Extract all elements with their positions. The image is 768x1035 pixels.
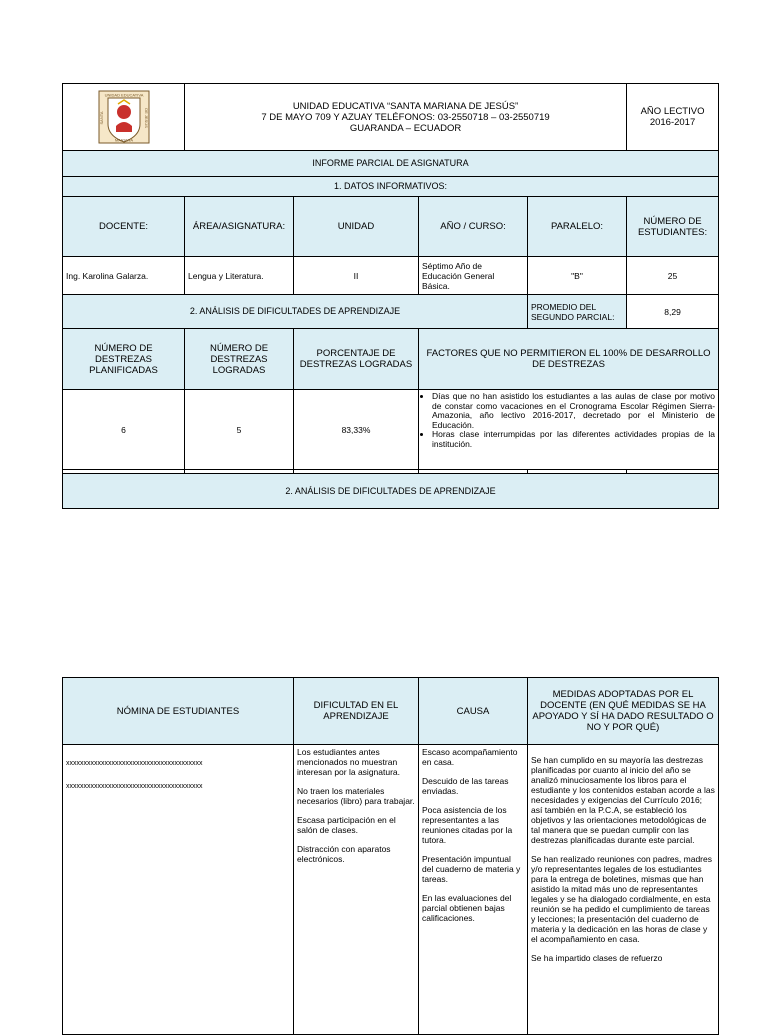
factors-list — [419, 390, 719, 470]
header-dificultad: DIFICULTAD EN EL APRENDIZAJE — [294, 678, 419, 745]
school-name: UNIDAD EDUCATIVA “SANTA MARIANA DE JESÚS” — [292, 100, 519, 112]
logo-text-bottom: MARIANA — [114, 137, 133, 143]
skills-porcentaje: 83,33% — [294, 390, 419, 470]
info-unidad: II — [294, 257, 419, 295]
students-table — [62, 677, 719, 1035]
skills-header-planificadas: NÚMERO DE DESTREZAS PLANIFICADAS — [63, 329, 185, 390]
causes-list — [419, 745, 528, 1035]
info-header-paralelo: PARALELO: — [528, 197, 627, 257]
section2-repeat-title: 2. ANÁLISIS DE DIFICULTADES DE APRENDIZAJE — [63, 474, 719, 509]
school-address: 7 DE MAYO 709 Y AZUAY TELÉFONOS: 03-2550718 – 03-2550719 — [261, 111, 550, 123]
school-logo-cell — [63, 84, 185, 151]
school-city: GUARANDA – ECUADOR — [349, 122, 462, 134]
difficulty-item: Escasa participación en el salón de clases. — [297, 815, 396, 835]
school-logo-icon — [98, 90, 150, 144]
cause-item: Descuido de las tareas enviadas. — [422, 776, 509, 796]
student-name: xxxxxxxxxxxxxxxxxxxxxxxxxxxxxxxxxxxxxxx — [66, 760, 203, 767]
info-estudiantes: 25 — [627, 257, 719, 295]
info-header-estudiantes: NÚMERO DE ESTUDIANTES: — [627, 197, 719, 257]
info-header-area: ÁREA/ASIGNATURA: — [185, 197, 294, 257]
promedio-value: 8,29 — [627, 295, 719, 329]
skills-header-porcentaje: PORCENTAJE DE DESTREZAS LOGRADAS — [294, 329, 419, 390]
skills-planificadas: 6 — [63, 390, 185, 470]
measure-item: Se ha impartido clases de refuerzo — [531, 953, 663, 963]
school-year-label: AÑO LECTIVO — [640, 106, 705, 117]
skills-header-logradas: NÚMERO DE DESTREZAS LOGRADAS — [185, 329, 294, 390]
logo-text-top: UNIDAD EDUCATIVA — [104, 92, 143, 98]
difficulties-list — [294, 745, 419, 1035]
skills-logradas: 5 — [185, 390, 294, 470]
info-curso: Séptimo Año de Educación General Básica. — [419, 257, 528, 295]
skills-header-factores: FACTORES QUE NO PERMITIERON EL 100% DE DESARROLLO DE DESTREZAS — [419, 329, 719, 390]
header-causa: CAUSA — [419, 678, 528, 745]
measure-item: Se han realizado reuniones con padres, madres y/o representantes legales de los estudiantes para la entrega de boletines, mismas que han asistido la mitad más uno de representantes legales y se ha dialogado cordialmente, en esta reunión se ha pedido el cumplimiento de tareas y lecciones; la presentación del cuaderno de materia y la dedicación en las horas de clase y el acompañamiento en casa. — [531, 854, 712, 944]
student-name: xxxxxxxxxxxxxxxxxxxxxxxxxxxxxxxxxxxxxxx — [66, 783, 203, 790]
school-info — [185, 84, 627, 151]
promedio-label: PROMEDIO DEL SEGUNDO PARCIAL: — [528, 295, 627, 329]
info-paralelo: "B" — [528, 257, 627, 295]
cause-item: Escaso acompañamiento en casa. — [422, 747, 518, 767]
measure-item: Se han cumplido en su mayoría las destrezas planificadas por cuanto al inicio del año se analizó minuciosamente los libros para el estudiante y los contenidos estaban acorde a las necesidades y exigencias del Currículo 2016; así también en la P.C.A, se estableció los objetivos y las orientaciones metodológicas de tal manera que se puedan cumplir con las destrezas planificadas durante este parcial. — [531, 755, 715, 845]
difficulty-item: Distracción con aparatos electrónicos. — [297, 844, 391, 864]
info-header-curso: AÑO / CURSO: — [419, 197, 528, 257]
info-docente: Ing. Karolina Galarza. — [63, 257, 185, 295]
difficulty-item: No traen los materiales necesarios (libro) para trabajar. — [297, 786, 415, 806]
info-header-docente: DOCENTE: — [63, 197, 185, 257]
section1-title: 1. DATOS INFORMATIVOS: — [63, 177, 719, 197]
cause-item: Presentación impuntual del cuaderno de materia y tareas. — [422, 854, 521, 884]
logo-text-left: SANTA — [98, 111, 104, 125]
logo-text-right: DE JESÚS — [143, 108, 149, 128]
measures-list — [528, 745, 719, 1035]
report-table — [62, 83, 719, 509]
header-medidas: MEDIDAS ADOPTADAS POR EL DOCENTE (EN QUÉ MEDIDAS SE HA APOYADO Y SÍ HA DADO RESULTADO O NO Y POR QUÉ) — [528, 678, 719, 745]
info-area: Lengua y Literatura. — [185, 257, 294, 295]
school-year — [627, 84, 719, 151]
factor-item: • Horas clase interrumpidas por las diferentes actividades propias de la institución. — [432, 430, 715, 449]
difficulty-item: Los estudiantes antes mencionados no muestran interesan por la asignatura. — [297, 747, 401, 777]
cause-item: Poca asistencia de los representantes a las reuniones citadas por la tutora. — [422, 805, 513, 845]
cause-item: En las evaluaciones del parcial obtienen bajas calificaciones. — [422, 893, 512, 923]
students-list — [63, 745, 294, 1035]
report-title: INFORME PARCIAL DE ASIGNATURA — [63, 151, 719, 177]
school-year-value: 2016-2017 — [649, 117, 696, 128]
header-nomina: NÓMINA DE ESTUDIANTES — [63, 678, 294, 745]
section2-title: 2. ANÁLISIS DE DIFICULTADES DE APRENDIZAJE — [63, 295, 528, 329]
info-header-unidad: UNIDAD — [294, 197, 419, 257]
factor-item: • Días que no han asistido los estudiantes a las aulas de clase por motivo de constar como vacaciones en el Cronograma Escolar Régimen Sierra-Amazonia, año lectivo 2016-2017, decretado por el Ministerio de Educación. — [432, 392, 715, 430]
